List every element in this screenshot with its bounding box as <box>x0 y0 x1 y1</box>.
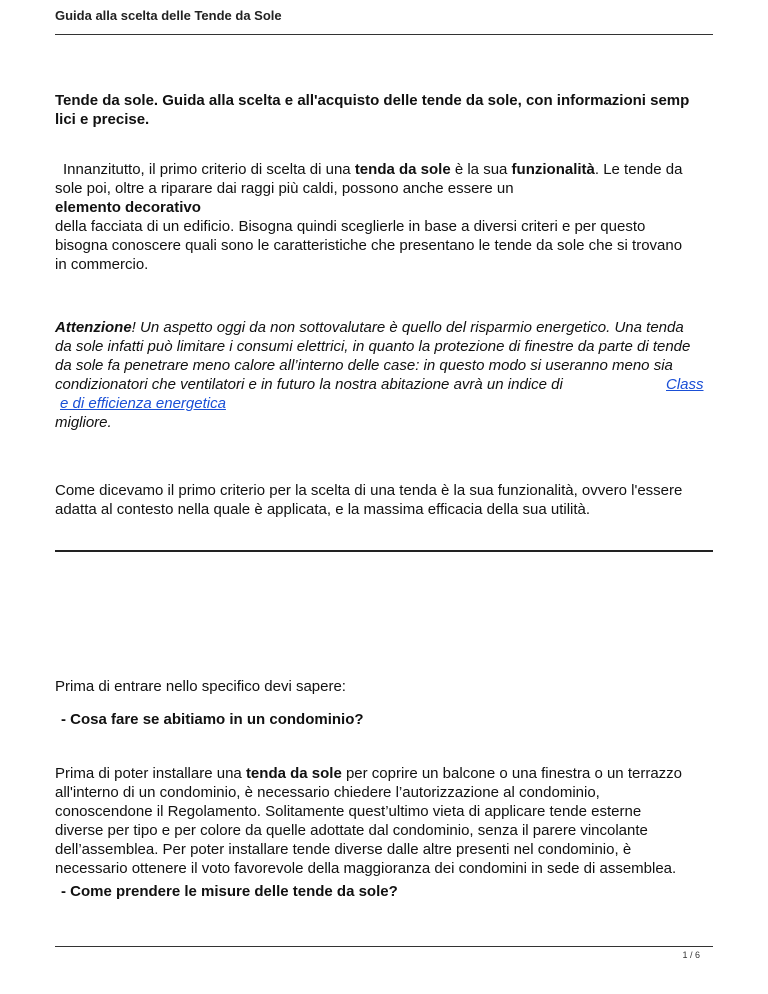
attention-text: condizionatori che ventilatori e in futuro la nostra abitazione avrà un indice di <box>55 376 563 393</box>
attention-line-6: migliore. <box>55 414 112 431</box>
before-paragraph: Prima di entrare nello specifico devi sapere: <box>55 678 346 695</box>
condo-line-3: conoscendone il Regolamento. Solitamente quest’ultimo vieta di applicare tende esterne <box>55 803 642 820</box>
intro-text: Innanzitutto, il primo criterio di scelta di una <box>63 161 355 178</box>
condo-line-4: diverse per tipo e per colore da quelle adottate dal condominio, senza il parere vincolante <box>55 822 648 839</box>
condo-bold-tenda: tenda da sole <box>245 765 342 782</box>
question-misure: - Come prendere le misure delle tende da sole? <box>61 883 398 900</box>
energy-class-link[interactable]: Class <box>666 376 704 393</box>
intro-text: è la sua <box>450 161 512 178</box>
document-title: Guida alla scelta delle Tende da Sole <box>55 8 282 23</box>
attention-line-4 <box>55 375 715 394</box>
intro-bold-tenda: tenda da sole <box>354 161 451 178</box>
attention-line-2: da sole infatti può limitare i consumi elettrici, in quanto la protezione di finestre da parte di tende <box>55 338 691 355</box>
attention-line-3: da sole fa penetrare meno calore all’interno delle case: in questo modo si useranno meno sia <box>55 357 673 374</box>
footer-divider <box>55 946 713 947</box>
attention-text: ! Un aspetto oggi da non sottovalutare è quello del risparmio energetico. Una tenda <box>131 319 684 336</box>
criteria-line-2: adatta al contesto nella quale è applicata, e la massima efficacia della sua utilità. <box>55 501 591 518</box>
article-title-line-2: lici e precise. <box>55 111 150 128</box>
page-number: 1 / 6 <box>682 950 700 960</box>
intro-line-5: bisogna conoscere quali sono le caratteristiche che presentano le tende da sole che si trovano <box>55 237 683 254</box>
attention-line-1 <box>55 318 715 337</box>
article-title <box>55 91 715 129</box>
intro-bold-funzionalita: funzionalità <box>511 161 595 178</box>
intro-text: . Le tende da <box>594 161 683 178</box>
condo-text: Prima di poter installare una <box>55 765 246 782</box>
intro-paragraph <box>55 160 715 274</box>
condo-line-1 <box>55 764 715 783</box>
condominio-paragraph <box>55 764 715 878</box>
question-condominio: - Cosa fare se abitiamo in un condominio? <box>61 711 364 728</box>
intro-line-3-bold: elemento decorativo <box>55 199 201 216</box>
condo-line-6: necessario ottenere il voto favorevole della maggioranza dei condomini in sede di assemblea. <box>55 860 677 877</box>
condo-line-2: all'interno di un condominio, è necessario chiedere l’autorizzazione al condominio, <box>55 784 600 801</box>
intro-line-6: in commercio. <box>55 256 149 273</box>
energy-class-link-continued[interactable]: e di efficienza energetica <box>60 395 226 412</box>
intro-line-2: sole poi, oltre a riparare dai raggi più caldi, possono anche essere un <box>55 180 514 197</box>
attention-label: Attenzione <box>55 319 132 336</box>
condo-text: per coprire un balcone o una finestra o un terrazzo <box>341 765 682 782</box>
article-title-line-1: Tende da sole. Guida alla scelta e all'acquisto delle tende da sole, con informazioni semp <box>55 92 690 109</box>
criteria-line-1: Come dicevamo il primo criterio per la scelta di una tenda è la sua funzionalità, ovvero l'essere <box>55 482 683 499</box>
condo-line-5: dell’assemblea. Per poter installare tende diverse dalle altre presenti nel condominio, è <box>55 841 632 858</box>
section-divider <box>55 550 713 552</box>
intro-line-4: della facciata di un edificio. Bisogna quindi sceglierle in base a diversi criteri e per questo <box>55 218 646 235</box>
header-divider <box>55 34 713 35</box>
intro-line-1 <box>55 160 715 179</box>
criteria-paragraph <box>55 481 715 519</box>
attention-line-5 <box>55 394 715 413</box>
attention-paragraph <box>55 318 715 432</box>
